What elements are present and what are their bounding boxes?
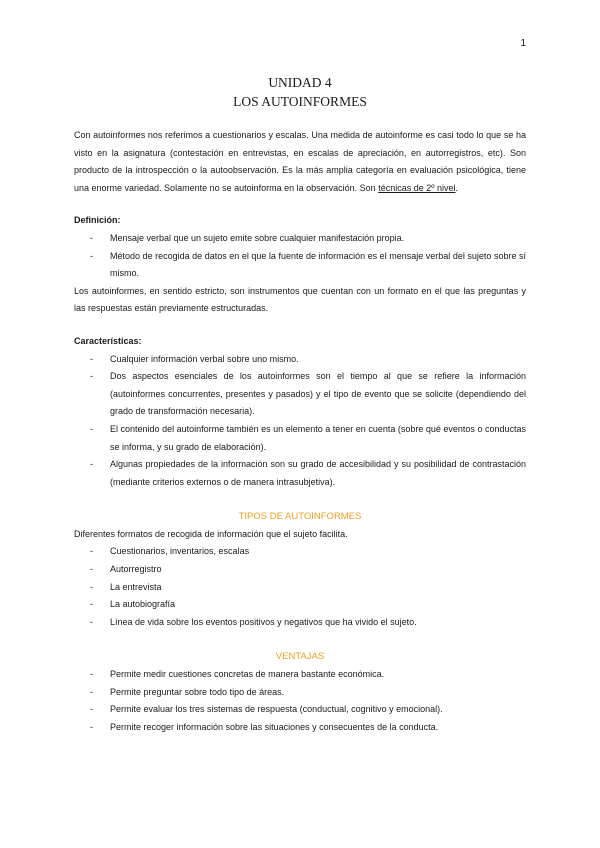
- list-item: - Línea de vida sobre los eventos positivos y negativos que ha vivido el sujeto.: [74, 614, 526, 632]
- definicion-heading: Definición:: [74, 215, 121, 226]
- list-item: - Cuestionarios, inventarios, escalas: [74, 543, 526, 561]
- caracteristicas-list: [74, 351, 526, 492]
- title-line-1: UNIDAD 4: [268, 75, 332, 90]
- list-item: - Permite recoger información sobre las situaciones y consecuentes de la conducta.: [74, 719, 526, 737]
- definicion-paragraph: Los autoinformes, en sentido estricto, son instrumentos que cuentan con un formato en el que las preguntas y las respuestas están previamente estructuradas.: [74, 285, 526, 314]
- caracteristicas-heading: Características:: [74, 335, 142, 346]
- page-title: [0, 73, 600, 111]
- list-item: - La autobiografía: [74, 596, 526, 614]
- list-item: - Cualquier información verbal sobre uno mismo.: [74, 351, 526, 369]
- ventajas-heading: VENTAJAS: [275, 651, 325, 663]
- definicion-list: [74, 230, 526, 283]
- list-item: - Mensaje verbal que un sujeto emite sobre cualquier manifestación propia.: [74, 230, 526, 248]
- intro-text: Con autoinformes nos referimos a cuestionarios y escalas. Una medida de autoinforme es casi todo lo que se ha visto en la asignatura (contestación en entrevistas, en escalas de apreciación, en autorregistros, etc). Son producto de la introspección o la autoobservación. Es la más amplia categoría en evaluación psicológica, tiene una enorme variedad. Solamente no se autoinforma en la observación. Son: [74, 130, 526, 193]
- intro-end: .: [455, 182, 459, 193]
- list-item: - Dos aspectos esenciales de los autoinformes son el tiempo al que se refiere la información (autoinformes concurrentes, presentes y pasados) y el tipo de evento que se solicite (dependiendo del grado de transformación necesaria).: [74, 368, 526, 421]
- list-item: - Permite medir cuestiones concretas de manera bastante económica.: [74, 666, 526, 684]
- list-item: - La entrevista: [74, 579, 526, 597]
- list-item: - El contenido del autoinforme también es un elemento a tener en cuenta (sobre qué eventos o conductas se informa, y su grado de elaboración).: [74, 421, 526, 456]
- list-item: - Permite preguntar sobre todo tipo de áreas.: [74, 684, 526, 702]
- title-line-2: LOS AUTOINFORMES: [233, 94, 367, 109]
- tipos-intro: Diferentes formatos de recogida de información que el sujeto facilita.: [74, 528, 348, 539]
- list-item: - Autorregistro: [74, 561, 526, 579]
- intro-paragraph: [74, 127, 526, 197]
- intro-link: técnicas de 2º nivel: [378, 182, 456, 193]
- page-number: 1: [520, 38, 526, 49]
- tipos-list: [74, 543, 526, 631]
- ventajas-list: [74, 666, 526, 736]
- tipos-heading: TIPOS DE AUTOINFORMES: [238, 511, 362, 523]
- document-body: [74, 127, 526, 736]
- list-item: - Algunas propiedades de la información son su grado de accesibilidad y su posibilidad de contrastación (mediante criterios externos o de manera intrasubjetiva).: [74, 456, 526, 491]
- list-item: - Permite evaluar los tres sistemas de respuesta (conductual, cognitivo y emocional).: [74, 701, 526, 719]
- list-item: - Método de recogida de datos en el que la fuente de información es el mensaje verbal del sujeto sobre sí mismo.: [74, 248, 526, 283]
